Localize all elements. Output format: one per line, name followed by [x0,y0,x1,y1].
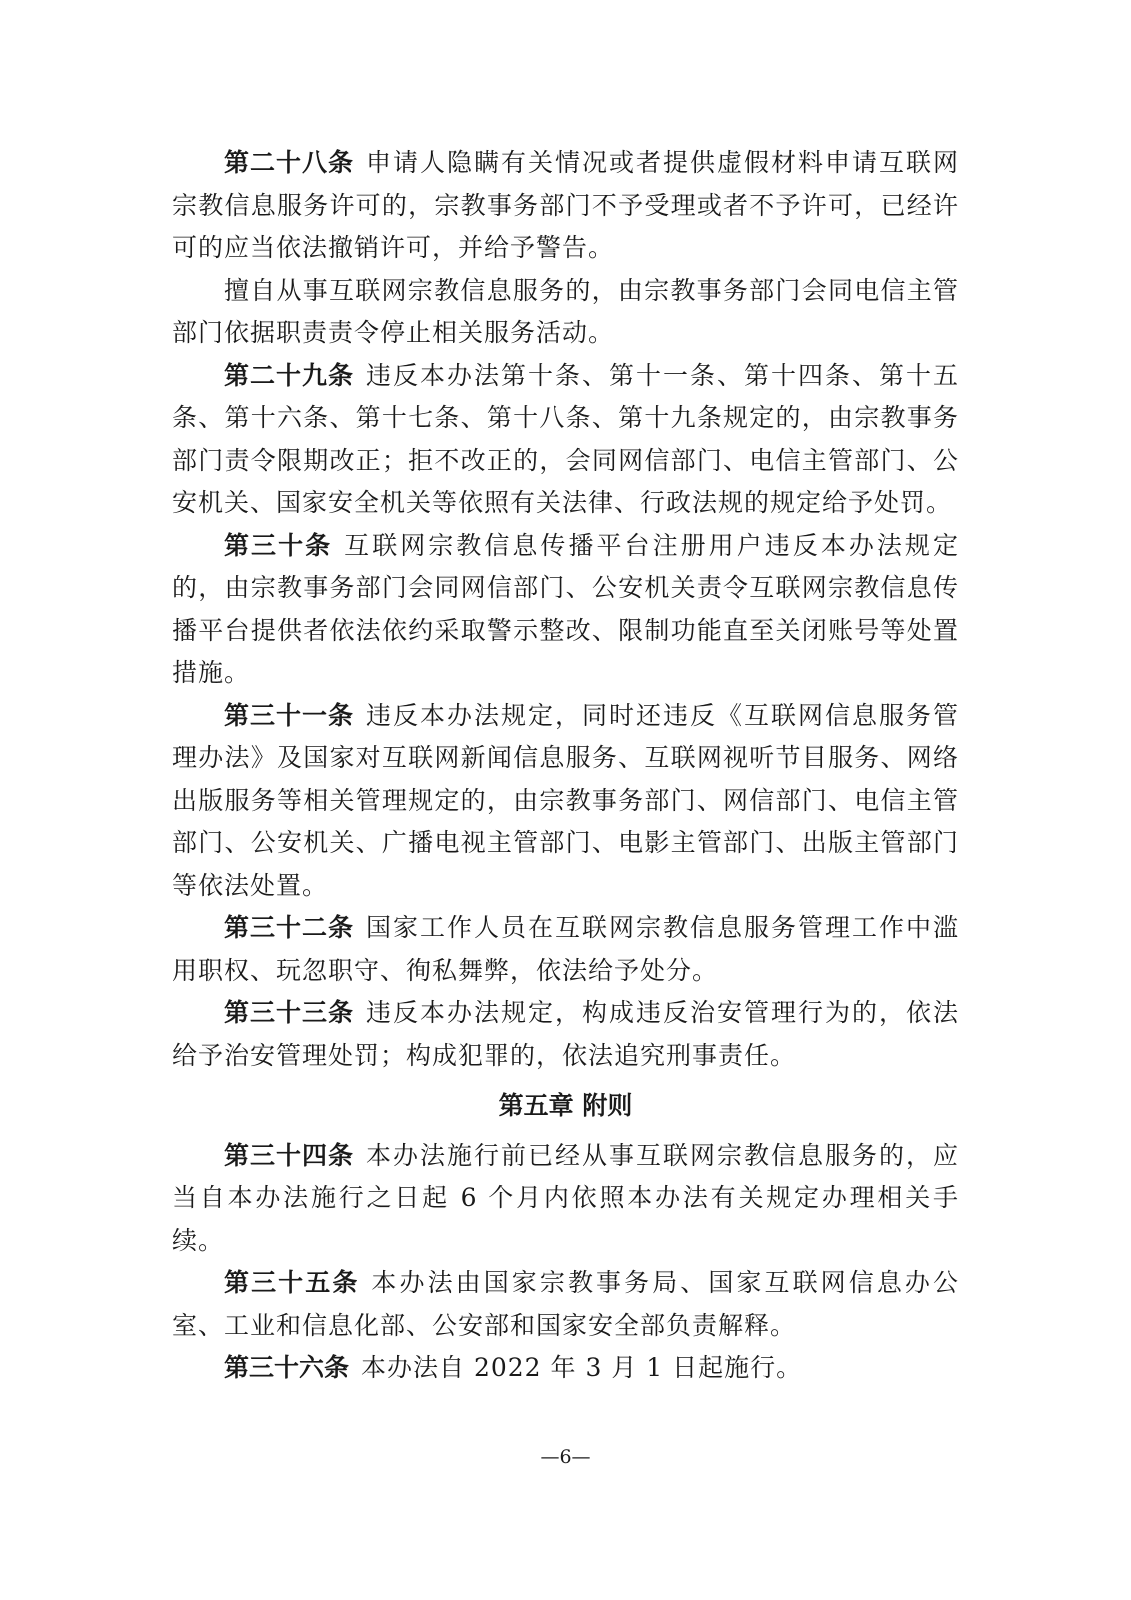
article-35 [172,1262,959,1347]
article-number: 第三十一条 [224,700,354,730]
article-number: 第三十条 [224,530,333,560]
article-text: 违反本办法规定，同时还违反《互联网信息服务管理办法》及国家对互联网新闻信息服务、互联网视听节目服务、网络出版服务等相关管理规定的，由宗教事务部门、网信部门、电信主管部门、公安机关、广播电视主管部门、电影主管部门、出版主管部门等依法处置。 [172,700,959,900]
page-number: —6— [540,1446,591,1468]
article-29 [172,355,959,525]
article-text: 违反本办法第十条、第十一条、第十四条、第十五条、第十六条、第十七条、第十八条、第十九条规定的，由宗教事务部门责令限期改正；拒不改正的，会同网信部门、电信主管部门、公安机关、国家安全机关等依照有关法律、行政法规的规定给予处罚。 [172,360,959,517]
chapter-heading: 第五章 附则 [498,1091,633,1120]
document-body [172,142,959,1390]
article-text: 本办法自 2022 年 3 月 1 日起施行。 [361,1353,803,1382]
article-text: 互联网宗教信息传播平台注册用户违反本办法规定的，由宗教事务部门会同网信部门、公安机关责令互联网宗教信息传播平台提供者依法依约采取警示整改、限制功能直至关闭账号等处置措施。 [172,530,959,687]
article-number: 第二十八条 [224,148,354,177]
article-28-paragraph-2: 擅自从事互联网宗教信息服务的，由宗教事务部门会同电信主管部门依据职责责令停止相关服务活动。 [172,275,959,347]
article-31 [172,695,959,908]
article-text: 申请人隐瞒有关情况或者提供虚假材料申请互联网宗教信息服务许可的，宗教事务部门不予受理或者不予许可，已经许可的应当依法撤销许可，并给予警告。 [172,148,959,262]
article-text: 国家工作人员在互联网宗教信息服务管理工作中滥用职权、玩忽职守、徇私舞弊，依法给予处分。 [172,913,959,985]
article-number: 第三十二条 [224,913,354,942]
article-33 [172,992,959,1077]
article-32 [172,907,959,992]
article-34 [172,1135,959,1263]
article-number: 第三十六条 [224,1353,350,1382]
article-36 [172,1347,959,1390]
article-number: 第三十五条 [224,1268,360,1297]
article-number: 第三十四条 [224,1140,354,1170]
article-text: 违反本办法规定，构成违反治安管理行为的，依法给予治安管理处罚；构成犯罪的，依法追究刑事责任。 [172,998,959,1070]
article-text: 本办法由国家宗教事务局、国家互联网信息办公室、工业和信息化部、公安部和国家安全部负责解释。 [172,1268,959,1340]
article-28 [172,142,959,270]
article-30 [172,525,959,695]
article-text: 本办法施行前已经从事互联网宗教信息服务的，应当自本办法施行之日起 6 个月内依照本办法有关规定办理相关手续。 [172,1140,959,1255]
article-number: 第二十九条 [224,360,354,390]
article-number: 第三十三条 [224,998,354,1027]
